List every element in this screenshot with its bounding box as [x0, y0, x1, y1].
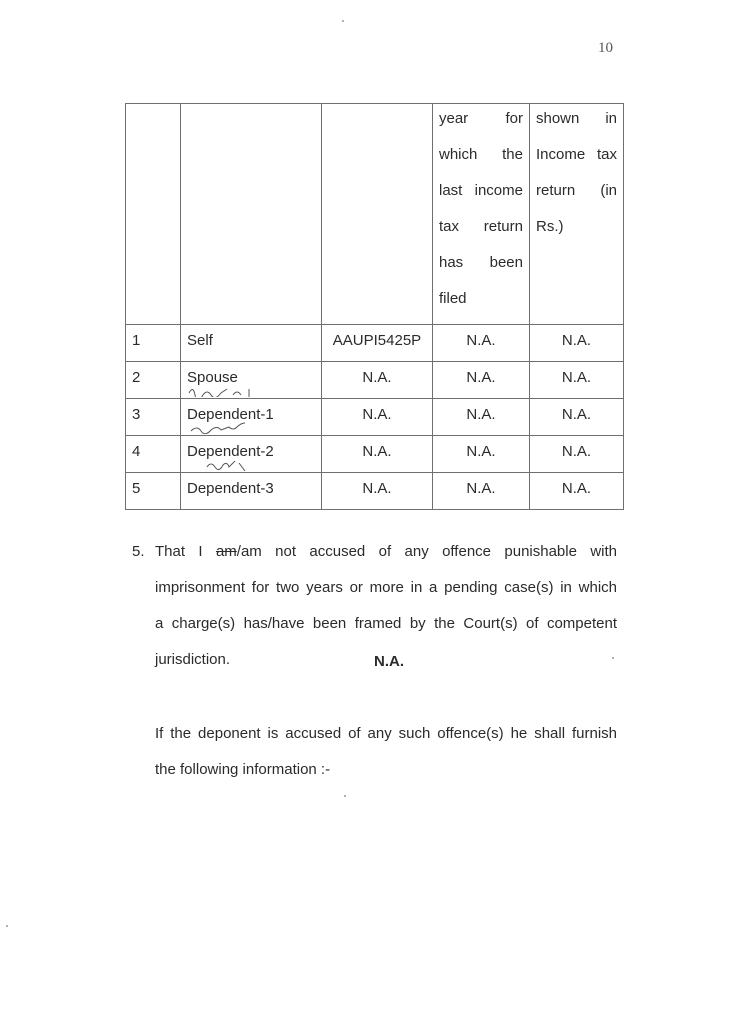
section-number: 5. — [132, 543, 145, 560]
scan-speck — [342, 20, 344, 22]
table-header-row — [126, 104, 624, 325]
row-income: N.A. — [561, 443, 592, 460]
section-5-answer: N.A. — [374, 653, 404, 670]
row-relation: Dependent-2 — [187, 443, 274, 460]
row-sno: 1 — [132, 332, 141, 349]
page-number: 10 — [598, 40, 613, 56]
section-5-line-3: a charge(s) has/have been framed by the Court(s) of competent — [155, 615, 617, 632]
row-year: N.A. — [466, 443, 496, 460]
header-year-line: year for — [439, 110, 523, 127]
row-sno: 2 — [132, 369, 141, 386]
section-5-line-4: jurisdiction. — [155, 651, 231, 668]
row-pan: N.A. — [362, 480, 392, 497]
header-income-line: shown in — [536, 110, 617, 127]
row-pan: N.A. — [362, 443, 392, 460]
header-year-line: which the — [439, 146, 523, 163]
row-year: N.A. — [466, 332, 496, 349]
scan-speck — [6, 925, 8, 927]
row-year: N.A. — [466, 406, 496, 423]
table-row — [126, 399, 624, 436]
row-relation: Dependent-1 — [187, 406, 274, 423]
header-cell-pan — [322, 104, 433, 325]
table-row — [126, 325, 624, 362]
table-row — [126, 473, 624, 510]
handwritten-signature — [187, 385, 267, 397]
row-year: N.A. — [466, 369, 496, 386]
row-sno: 3 — [132, 406, 141, 423]
row-income: N.A. — [561, 480, 592, 497]
struck-word: am — [215, 543, 237, 560]
row-pan: N.A. — [362, 369, 392, 386]
header-income-line: Rs.) — [536, 218, 564, 235]
row-sno: 5 — [132, 480, 141, 497]
table-row — [126, 362, 624, 399]
handwritten-signature — [187, 422, 267, 434]
header-income-line: Income tax — [536, 146, 617, 163]
scan-speck — [344, 795, 346, 797]
pan-income-table — [125, 103, 624, 510]
table-row — [126, 436, 624, 473]
section-5-line-2: imprisonment for two years or more in a pending case(s) in which — [155, 579, 617, 596]
header-cell-income — [530, 104, 624, 325]
section-5-line-1 — [155, 534, 617, 570]
header-year-line: tax return — [439, 218, 523, 235]
header-year-line: has been — [439, 254, 523, 271]
header-cell-sno — [126, 104, 181, 325]
row-relation: Dependent-3 — [187, 480, 274, 497]
row-income: N.A. — [561, 406, 592, 423]
handwritten-signature — [187, 459, 267, 471]
section-5-text: That I — [155, 543, 216, 560]
header-income-line: return (in — [536, 182, 617, 199]
row-sno: 4 — [132, 443, 141, 460]
row-pan: AAUPI5425P — [332, 332, 422, 349]
header-cell-relation — [181, 104, 322, 325]
header-year-line: filed — [439, 290, 467, 307]
follow-up-line-2: the following information :- — [155, 761, 331, 778]
follow-up-paragraph — [155, 716, 617, 788]
row-relation: Spouse — [187, 369, 238, 386]
follow-up-line-1: If the deponent is accused of any such offence(s) he shall furnish — [155, 725, 617, 742]
row-relation: Self — [187, 332, 213, 349]
section-5-text: /am not accused of any offence punishable with — [236, 543, 617, 560]
header-cell-year — [433, 104, 530, 325]
row-income: N.A. — [561, 332, 592, 349]
row-pan: N.A. — [362, 406, 392, 423]
row-income: N.A. — [561, 369, 592, 386]
row-year: N.A. — [466, 480, 496, 497]
header-year-line: last income — [439, 182, 523, 199]
